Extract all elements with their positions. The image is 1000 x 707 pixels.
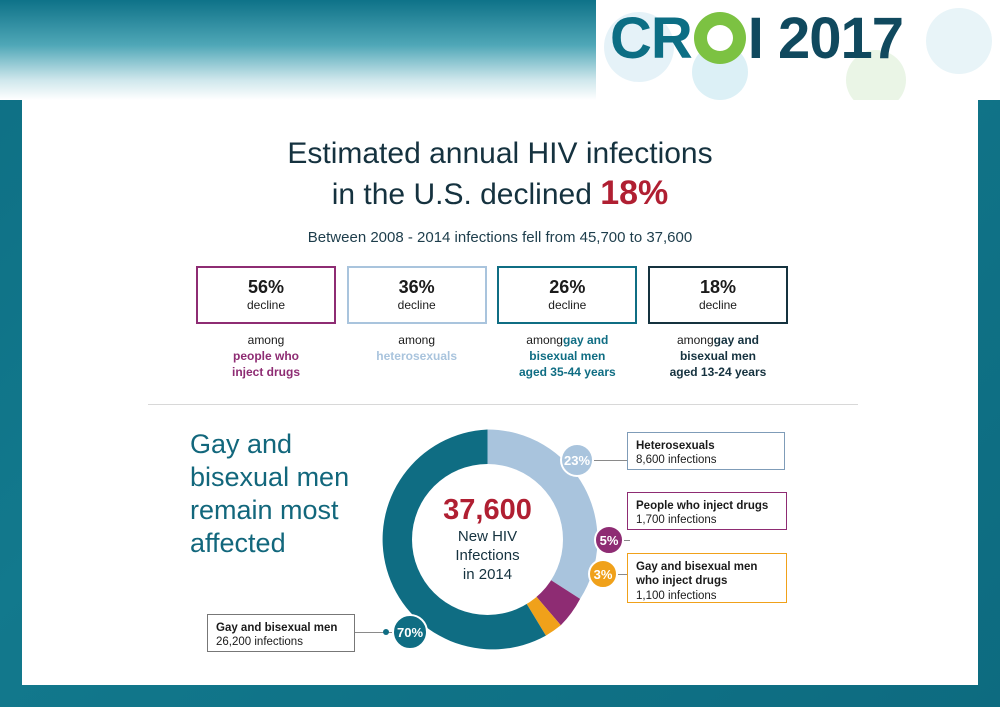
callout-gbm-inject bbox=[627, 553, 787, 603]
stat-caption bbox=[347, 332, 487, 364]
stat-percent: 56% bbox=[247, 276, 285, 297]
callout-pwid bbox=[627, 492, 787, 530]
donut-label-line2: Infections bbox=[455, 546, 520, 564]
stat-box-row bbox=[196, 266, 788, 381]
donut-section-caption: Gay and bisexual men remain most affected bbox=[190, 429, 350, 558]
stat-group-line3: aged 13-24 years bbox=[669, 365, 767, 380]
stat-caption bbox=[196, 332, 336, 381]
donut-total-number: 37,600 bbox=[443, 493, 532, 526]
donut-percent-bubble-pwid: 5% bbox=[594, 525, 624, 555]
donut-percent-bubble-gbm: 70% bbox=[392, 614, 428, 650]
stat-group-line2: inject drugs bbox=[231, 365, 300, 380]
stat-group-line2: bisexual men bbox=[529, 349, 606, 364]
stat-item-gbm-35-44 bbox=[497, 266, 637, 381]
stat-word: decline bbox=[698, 297, 737, 312]
croi-logo-text bbox=[610, 6, 904, 71]
stat-group-line1: gay and bbox=[713, 333, 759, 347]
subheadline: Between 2008 - 2014 infections fell from 45,700 to 37,600 bbox=[307, 229, 693, 246]
stat-group-line1: heterosexuals bbox=[376, 349, 458, 364]
callout-connector-heterosexuals bbox=[594, 460, 628, 461]
donut-total-label bbox=[455, 528, 519, 584]
donut-percent-bubble-heterosexuals: 23% bbox=[560, 443, 594, 477]
stat-group-line1: people who bbox=[233, 349, 299, 364]
callout-title: Heterosexuals bbox=[636, 440, 715, 452]
stat-among-label: among bbox=[398, 333, 435, 347]
callout-heterosexuals bbox=[627, 432, 785, 470]
stat-group-line2: bisexual men bbox=[679, 349, 756, 364]
stat-box-gbm-13-24 bbox=[648, 266, 788, 324]
stat-word: decline bbox=[246, 297, 286, 312]
header-gradient-left bbox=[0, 0, 600, 100]
callout-title: Gay and bisexual men bbox=[216, 622, 338, 634]
callout-title-line2: who inject drugs bbox=[636, 575, 728, 588]
donut-label-line1: New HIV bbox=[457, 528, 518, 546]
virus-decor-icon bbox=[926, 8, 992, 74]
stat-item-heterosexuals bbox=[347, 266, 487, 381]
headline-percent: 18% bbox=[600, 173, 669, 212]
stat-caption bbox=[648, 332, 788, 381]
callout-title-line1: Gay and bisexual men bbox=[636, 561, 758, 573]
callout-gbm bbox=[207, 614, 355, 652]
stat-among-label: among bbox=[526, 333, 563, 347]
stat-word: decline bbox=[397, 297, 436, 312]
donut-label-line3: in 2014 bbox=[462, 565, 513, 583]
stat-box-gbm-35-44 bbox=[497, 266, 637, 324]
croi-logo-cr: CR bbox=[610, 6, 692, 71]
stat-word: decline bbox=[548, 297, 587, 312]
stat-percent: 26% bbox=[549, 276, 586, 297]
headline-line-2 bbox=[0, 173, 1000, 214]
stat-group-line3: aged 35-44 years bbox=[518, 365, 616, 380]
stat-group-line1: gay and bbox=[562, 333, 609, 347]
stat-caption bbox=[497, 332, 637, 381]
callout-subtitle: 8,600 infections bbox=[636, 454, 717, 467]
stat-item-pwid bbox=[196, 266, 336, 381]
callout-connector-pwid bbox=[624, 540, 630, 541]
croi-logo-o-icon bbox=[694, 12, 746, 64]
donut-center-label bbox=[412, 464, 563, 615]
stat-percent: 18% bbox=[699, 276, 736, 297]
section-divider bbox=[148, 404, 858, 405]
callout-subtitle: 1,700 infections bbox=[636, 514, 717, 527]
headline-line-1: Estimated annual HIV infections bbox=[287, 137, 713, 170]
callout-subtitle: 1,100 infections bbox=[636, 589, 717, 602]
stat-item-gbm-13-24 bbox=[648, 266, 788, 381]
croi-logo-year: I 2017 bbox=[747, 6, 904, 71]
page-title bbox=[0, 136, 1000, 214]
stat-among-label: among bbox=[247, 333, 285, 347]
stat-box-pwid bbox=[196, 266, 336, 324]
stat-among-label: among bbox=[676, 333, 714, 347]
callout-connector-dot bbox=[383, 629, 389, 635]
callout-title: People who inject drugs bbox=[636, 500, 769, 512]
headline-line-2-text: in the U.S. declined bbox=[331, 177, 601, 211]
croi-logo bbox=[596, 0, 1000, 100]
stat-percent: 36% bbox=[398, 276, 435, 297]
stat-box-heterosexuals bbox=[347, 266, 487, 324]
donut-percent-bubble-gbm-inject: 3% bbox=[588, 559, 618, 589]
callout-subtitle: 26,200 infections bbox=[216, 636, 303, 649]
